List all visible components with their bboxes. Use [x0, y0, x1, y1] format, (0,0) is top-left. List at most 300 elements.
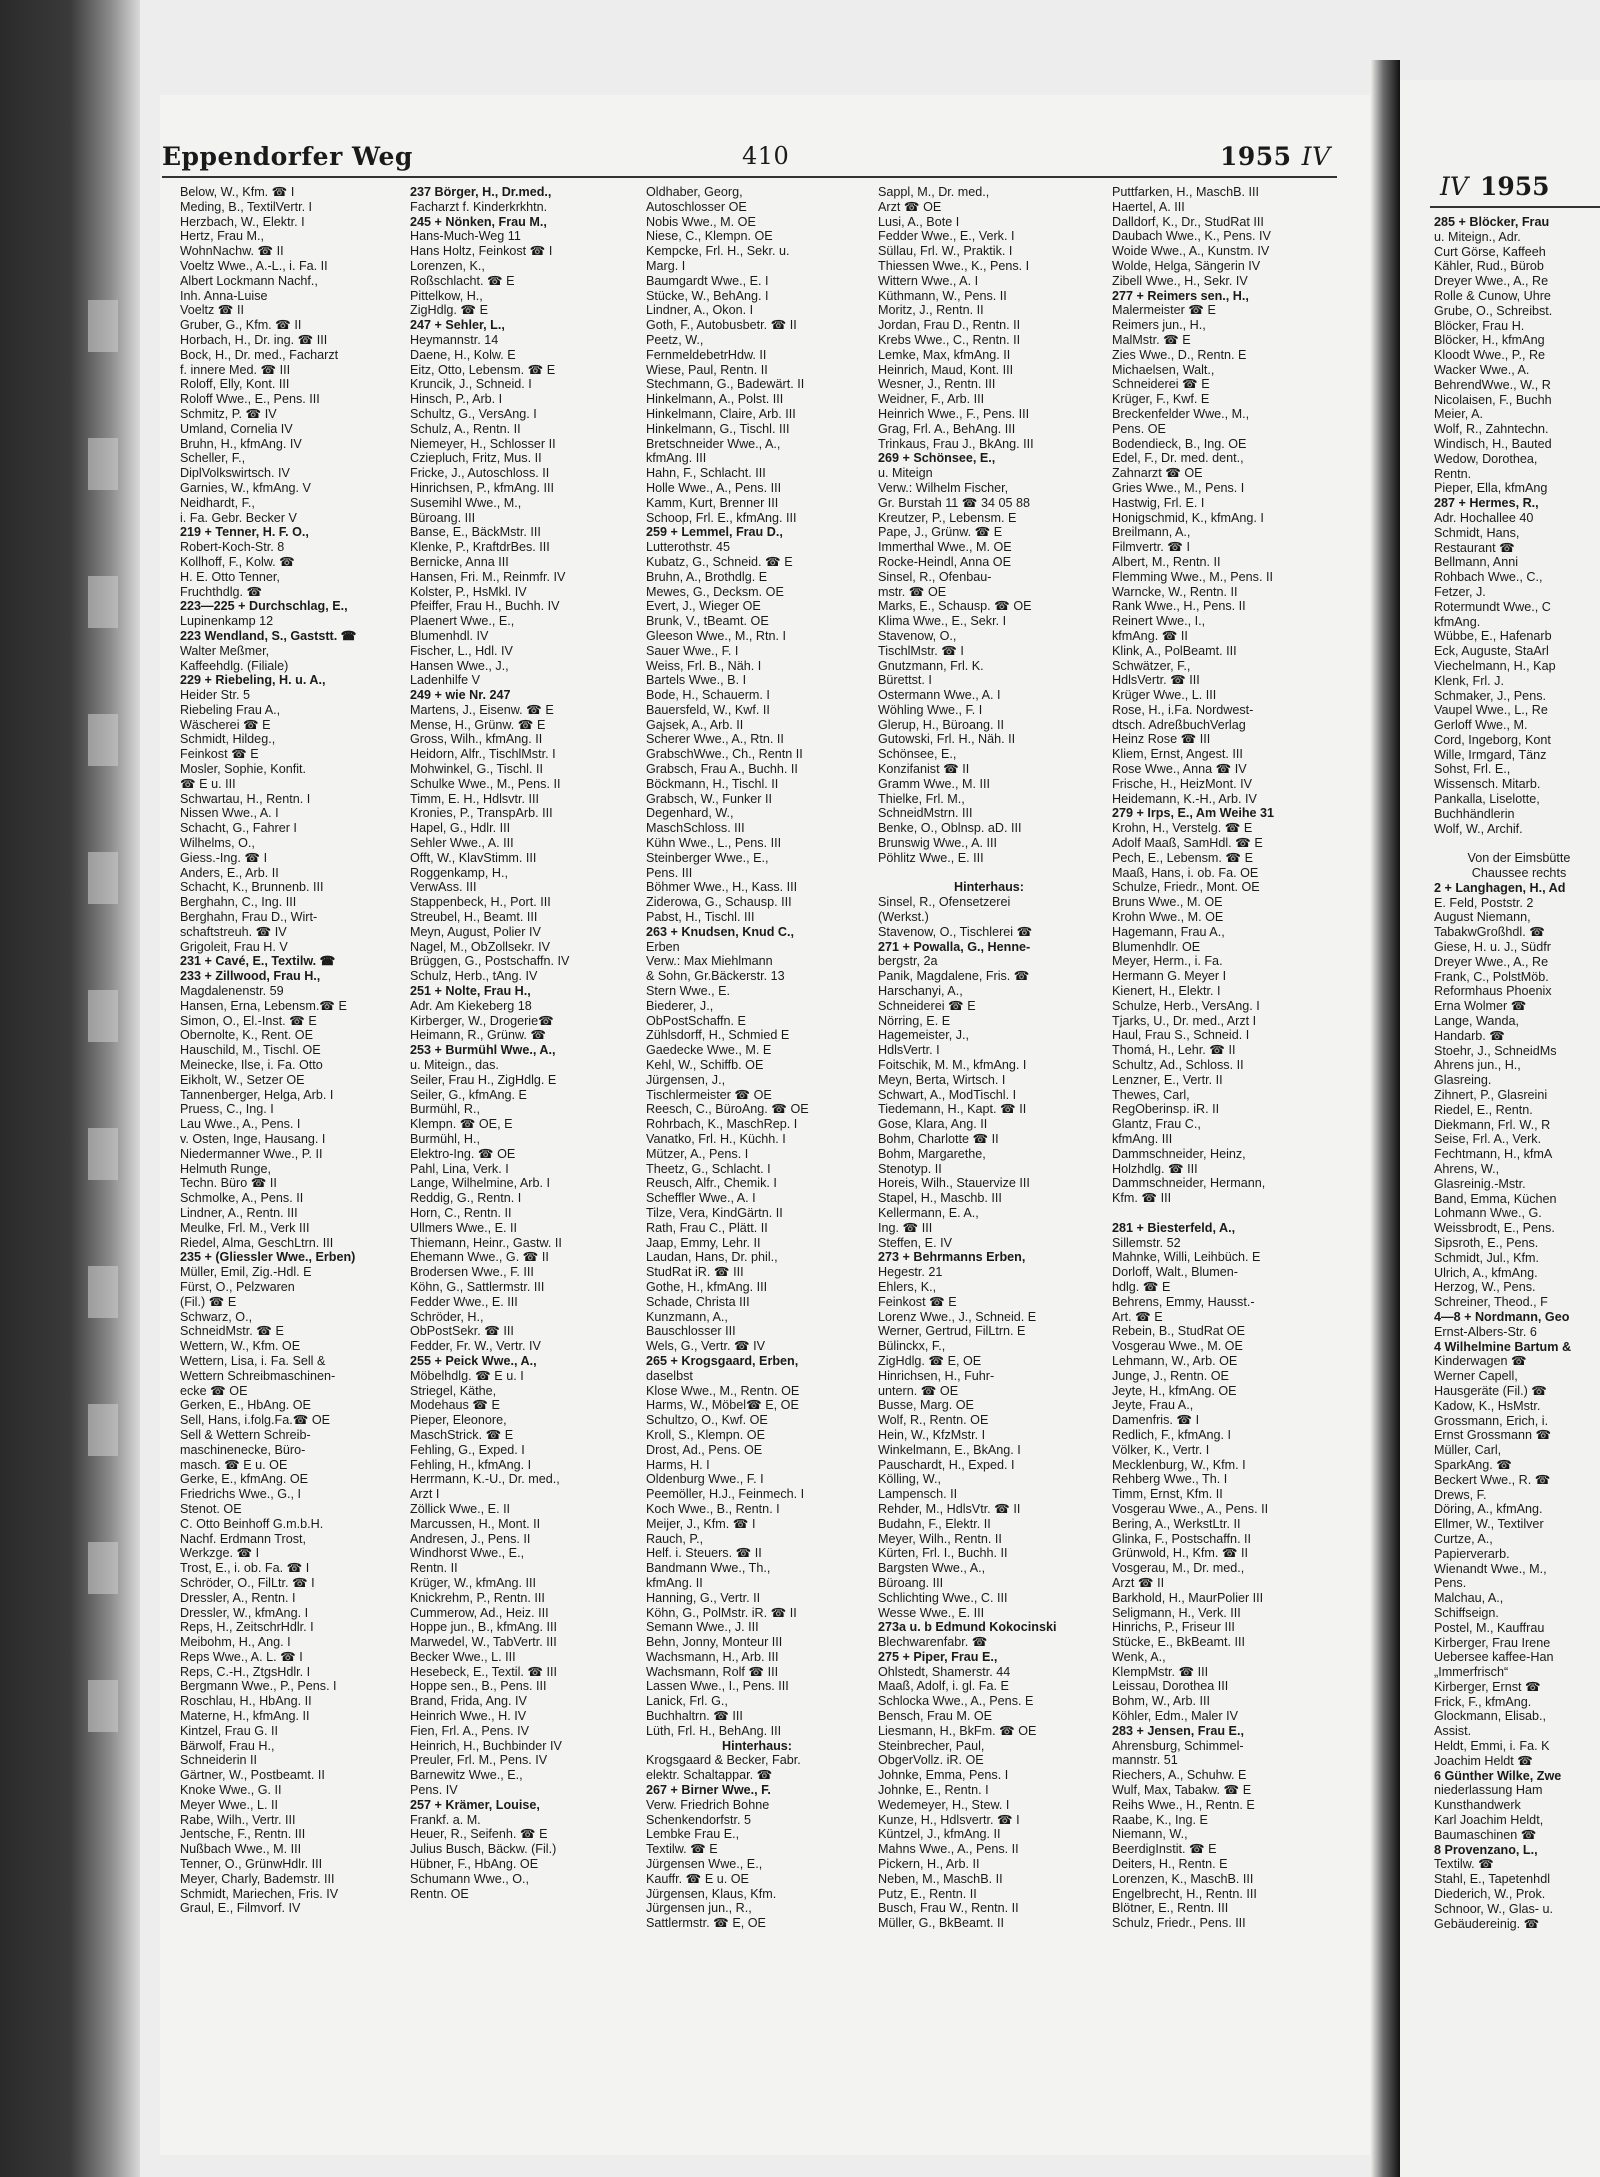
directory-entry-line: Pruess, C., Ing. I — [180, 1102, 274, 1117]
directory-entry-line: Jürgensen, J., — [646, 1072, 726, 1087]
directory-entry-line: Garnies, W., kfmAng. V — [180, 480, 311, 495]
right-page-heading — [1440, 172, 1550, 201]
directory-entry-line: Tischlermeister ☎ OE — [646, 1087, 772, 1102]
directory-entry-line: Walter Meßmer, — [180, 643, 270, 658]
directory-entry-line: Johnke, Emma, Pens. I — [878, 1768, 1009, 1783]
directory-entry-line: Fedder Wwe., E., Verk. I — [878, 229, 1015, 244]
directory-entry-line: Albert Lockmann Nachf., — [180, 273, 318, 288]
directory-entry-line: Ahrens, W., — [1434, 1162, 1500, 1176]
directory-entry-line: 265 + Krogsgaard, Erben, — [646, 1353, 799, 1368]
directory-entry-line: Cummerow, Ad., Heiz. III — [410, 1605, 549, 1620]
directory-entry-line: Buchhändlerin — [1434, 806, 1515, 821]
directory-entry-line: Rebein, B., StudRat OE — [1112, 1324, 1246, 1339]
directory-entry-line: Diederich, W., Prok. — [1434, 1887, 1546, 1902]
directory-entry-line: Maaß, Hans, i. ob. Fa. OE — [1112, 865, 1259, 880]
directory-entry-line: Busch, Frau W., Rentn. II — [878, 1901, 1019, 1916]
directory-entry-line: ZigHdlg. ☎ E — [410, 303, 488, 318]
directory-entry-line: 233 + Zillwood, Frau H., — [180, 969, 321, 984]
directory-entry-line: Heidorn, Alfr., TischlMstr. I — [410, 747, 556, 762]
directory-entry-line: Hastwig, Frl. E. I — [1112, 495, 1205, 510]
directory-entry-line: Deiters, H., Rentn. E — [1112, 1857, 1228, 1872]
directory-entry-line: Krüger Wwe., L. III — [1112, 688, 1217, 703]
directory-entry-line: Reimers jun., H., — [1112, 318, 1206, 333]
directory-entry-line: Breckenfelder Wwe., M., — [1112, 406, 1250, 421]
directory-entry-line: Immerthal Wwe., M. OE — [878, 540, 1012, 555]
directory-entry-line: Barnewitz Wwe., E., — [410, 1768, 523, 1783]
directory-entry-line: Lau Wwe., A., Pens. I — [180, 1117, 301, 1132]
directory-entry-line: Hinkelmann, Claire, Arb. III — [646, 406, 796, 421]
directory-entry-line: kfmAng. III — [1112, 1132, 1173, 1146]
directory-entry-line: Kürten, Frl. I., Buchh. II — [878, 1546, 1008, 1561]
directory-entry-line: Kienert, H., Elektr. I — [1112, 984, 1221, 999]
directory-entry-line: Ernst-Albers-Str. 6 — [1434, 1324, 1537, 1339]
directory-entry-line: Winkelmann, E., BkAng. I — [878, 1442, 1021, 1457]
directory-entry-line: Gothe, H., kfmAng. III — [646, 1279, 768, 1294]
directory-entry-line: ObPostSchaffn. E — [646, 1013, 746, 1028]
directory-entry-line: Schulze, Herb., VersAng. I — [1112, 998, 1260, 1013]
directory-entry-line: Ullmers Wwe., E. II — [410, 1220, 518, 1235]
directory-entry-line: 269 + Schönsee, E., — [878, 451, 996, 466]
directory-entry-line: Gutowski, Frl. H., Näh. II — [878, 732, 1016, 747]
directory-entry-line: Heidemann, K.-H., Arb. IV — [1112, 791, 1257, 806]
directory-entry-line: Gebäudereinig. ☎ — [1434, 1916, 1540, 1931]
directory-column-6 — [1434, 215, 1600, 1931]
directory-entry-line: Bergmann Wwe., P., Pens. I — [180, 1679, 337, 1694]
directory-entry-line: Bruhn, A., Brothdlg. E — [646, 569, 768, 584]
directory-entry-line: Stücke, E., BkBeamt. III — [1112, 1635, 1245, 1650]
directory-entry-line: Reusch, Alfr., Chemik. I — [646, 1176, 777, 1191]
directory-entry-line: Rohrbach, K., MaschRep. I — [646, 1117, 798, 1132]
directory-entry-line: Hegestr. 21 — [878, 1265, 943, 1280]
directory-entry-line: Dammschneider, Heinz, — [1112, 1146, 1246, 1161]
directory-entry-line: Vanatko, Frl. H., Küchh. I — [646, 1132, 786, 1146]
directory-entry-line: Stern Wwe., E. — [646, 984, 730, 999]
directory-entry-line: Harms, W., Möbel☎ E, OE — [646, 1398, 799, 1413]
directory-entry-line: Behrens, Emmy, Hausst.- — [1112, 1294, 1255, 1309]
directory-entry-line: Döring, A., kfmAng. — [1434, 1502, 1543, 1517]
directory-entry-line: Adolf Maaß, SamHdl. ☎ E — [1112, 836, 1263, 851]
directory-entry-line: Lüth, Frl. H., BehAng. III — [646, 1723, 782, 1738]
directory-entry-line: Zies Wwe., D., Rentn. E — [1112, 347, 1247, 362]
directory-entry-line: Thomá, H., Lehr. ☎ II — [1112, 1043, 1236, 1058]
directory-entry-line: Lorenz Wwe., J., Schneid. E — [878, 1309, 1037, 1324]
directory-entry-line: Küthmann, W., Pens. II — [878, 288, 1007, 303]
directory-entry-line: Nobis Wwe., M. OE — [646, 214, 756, 229]
directory-entry-line: Sipsroth, E., Pens. — [1434, 1235, 1539, 1250]
directory-entry-line: Textilw. ☎ E — [646, 1842, 718, 1857]
directory-entry-line: Kunzmann, A., — [646, 1309, 728, 1324]
directory-entry-line: Meijer, J., Kfm. ☎ I — [646, 1516, 756, 1531]
directory-entry-line: Bärwolf, Frau H., — [180, 1738, 275, 1753]
directory-entry-line: Haertel, A. III — [1112, 199, 1185, 214]
directory-entry-line: Wacker Wwe., A. — [1434, 362, 1530, 377]
directory-entry-line: Stavenow, O., — [878, 628, 957, 643]
directory-entry-line: Restaurant ☎ — [1434, 540, 1515, 555]
directory-entry-line: 273a u. b Edmund Kokocinski — [878, 1620, 1057, 1635]
directory-entry-line: Kronies, P., TranspArb. III — [410, 806, 553, 821]
directory-entry-line: Edel, F., Dr. med. dent., — [1112, 451, 1244, 466]
header-rule — [162, 176, 1337, 178]
directory-entry-line: KlempMstr. ☎ III — [1112, 1664, 1209, 1679]
directory-entry-line: Moritz, J., Rentn. II — [878, 303, 984, 318]
directory-entry-line: Meibohm, H., Ang. I — [180, 1635, 291, 1650]
directory-entry-line: Arzt I — [410, 1487, 440, 1502]
directory-entry-line: Brand, Frida, Ang. IV — [410, 1694, 527, 1709]
directory-entry-line: Autoschlosser OE — [646, 199, 747, 214]
directory-entry-line: kfmAng. III — [646, 451, 707, 466]
year-heading — [1220, 142, 1331, 171]
directory-entry-line: Schönsee, E., — [878, 747, 957, 762]
directory-entry-line: 285 + Blöcker, Frau — [1434, 215, 1550, 229]
directory-entry-line: „Immerfrisch“ — [1434, 1665, 1509, 1680]
directory-entry-line: Büroang. III — [878, 1575, 944, 1590]
directory-entry-line: Erben — [646, 939, 680, 954]
directory-entry-line: Seise, Frl. A., Verk. — [1434, 1132, 1542, 1147]
directory-entry-line: Warncke, W., Rentn. II — [1112, 584, 1238, 599]
directory-entry-line: Jürgensen, Klaus, Kfm. — [646, 1886, 777, 1901]
directory-entry-line: Vosgerau Wwe., M. OE — [1112, 1339, 1243, 1354]
year-value: 1955 — [1220, 142, 1292, 171]
directory-entry-line: Reps Wwe., A. L. ☎ I — [180, 1649, 303, 1664]
directory-entry-line: Pieper, Ella, kfmAng — [1434, 481, 1548, 496]
directory-entry-line: Brunswig Wwe., A. III — [878, 836, 997, 851]
directory-entry-line: Timm, E. H., Hdlsvtr. III — [410, 791, 539, 806]
directory-entry-line: GrabschWwe., Ch., Rentn II — [646, 747, 803, 762]
directory-entry-line: Müller, G., BkBeamt. II — [878, 1916, 1004, 1931]
directory-entry-line: Wachsmann, H., Arb. III — [646, 1649, 779, 1664]
directory-entry-line: Helf. i. Steuers. ☎ II — [646, 1546, 762, 1561]
directory-entry-line: Gose, Klara, Ang. II — [878, 1117, 988, 1132]
directory-entry-line: Pens. III — [646, 865, 693, 880]
directory-entry-line: Sappl, M., Dr. med., — [878, 185, 990, 199]
directory-entry-line: Fricke, J., Autoschloss. II — [410, 466, 550, 481]
directory-entry-line: Fehling, H., kfmAng. I — [410, 1457, 532, 1472]
directory-entry-line: Goth, F., Autobusbetr. ☎ II — [646, 318, 797, 333]
directory-entry-line: Stücke, W., BehAng. I — [646, 288, 769, 303]
directory-entry-line: 271 + Powalla, G., Henne- — [878, 939, 1031, 954]
directory-entry-line: Ing. ☎ III — [878, 1220, 933, 1235]
directory-entry-line: & Sohn, Gr.Bäckerstr. 13 — [646, 969, 785, 984]
directory-entry-line: Verw. Friedrich Bohne — [646, 1797, 770, 1812]
directory-entry-line: 4 Wilhelmine Bartum & — [1434, 1339, 1572, 1354]
directory-entry-line: Schoop, Frl. E., kfmAng. III — [646, 510, 797, 525]
directory-entry-line: Marcussen, H., Mont. II — [410, 1516, 541, 1531]
directory-entry-line: Pauschardt, H., Exped. I — [878, 1457, 1015, 1472]
directory-entry-line: hdlg. ☎ E — [1112, 1279, 1171, 1294]
directory-entry-line: Scheffler Wwe., A. I — [646, 1191, 756, 1206]
directory-entry-line: Kirberger, Frau Irene — [1434, 1635, 1551, 1650]
directory-entry-line: Simon, O., El.-Inst. ☎ E — [180, 1013, 317, 1028]
directory-entry-line: Umland, Cornelia IV — [180, 421, 293, 436]
directory-entry-line: i. Fa. Gebr. Becker V — [180, 510, 297, 525]
directory-entry-line: Handarb. ☎ — [1434, 1028, 1505, 1043]
directory-entry-line: Ehlers, K., — [878, 1279, 937, 1294]
directory-entry-line: Niemeyer, H., Schlosser II — [410, 436, 556, 451]
directory-entry-line: Von der Eimsbütte — [1467, 851, 1571, 866]
directory-entry-line: Heimann, R., Grünw. ☎ — [410, 1028, 547, 1043]
page-gutter — [1370, 60, 1400, 2177]
directory-entry-line: H. E. Otto Tenner, — [180, 569, 280, 584]
directory-entry-line: Köhn, G., PolMstr. iR. ☎ II — [646, 1605, 797, 1620]
directory-entry-line: Schmitz, P. ☎ IV — [180, 406, 277, 421]
directory-entry-line: Sinsel, R., Ofensetzerei — [878, 895, 1011, 910]
directory-entry-line: Schulz, A., Rentn. II — [410, 421, 521, 436]
directory-entry-line: Breilmann, A., — [1112, 525, 1191, 540]
directory-entry-line: u. Miteign., Adr. — [1434, 229, 1521, 244]
directory-entry-line: Eitz, Otto, Lebensm. ☎ E — [410, 362, 556, 377]
directory-entry-line: Thewes, Carl, — [1112, 1087, 1190, 1102]
directory-entry-line: Dressler, A., Rentn. I — [180, 1590, 296, 1605]
directory-entry-line: bergstr, 2a — [878, 954, 938, 969]
directory-entry-line: Bruhn, H., kfmAng. IV — [180, 436, 302, 451]
directory-entry-line: Cord, Ingeborg, Kont — [1434, 732, 1551, 747]
directory-entry-line: Niese, C., Klempn. OE — [646, 229, 773, 244]
directory-entry-line: Kirberger, Ernst ☎ — [1434, 1679, 1541, 1694]
directory-entry-line: Joachim Heldt ☎ — [1434, 1753, 1533, 1768]
directory-entry-line: Lampensch. II — [878, 1487, 958, 1502]
directory-entry-line: Schenkendorfstr. 5 — [646, 1812, 752, 1827]
directory-entry-line: Tiedemann, H., Kapt. ☎ II — [878, 1102, 1027, 1117]
directory-entry-line: Mecklenburg, W., Kfm. I — [1112, 1457, 1246, 1472]
directory-entry-line: Bode, H., Schauerm. I — [646, 688, 770, 703]
directory-entry-line: Lorenzen, K., MaschB. III — [1112, 1871, 1254, 1886]
directory-entry-line: Leissau, Dorothea III — [1112, 1679, 1229, 1694]
directory-entry-line: Karl Joachim Heldt, — [1434, 1813, 1544, 1828]
directory-entry-line: Bohm, Charlotte ☎ II — [878, 1132, 999, 1146]
directory-entry-line: Maaß, Adolf, i. gl. Fa. E — [878, 1679, 1009, 1694]
directory-entry-line: Schnoor, W., Glas- u. — [1434, 1901, 1553, 1916]
directory-entry-line: Frick, F., kfmAng. — [1434, 1694, 1532, 1709]
directory-entry-line: Möbelhdlg. ☎ E u. I — [410, 1368, 524, 1383]
directory-entry-line: 237 Börger, H., Dr.med., — [410, 185, 552, 199]
directory-entry-line: Glerup, H., Büroang. II — [878, 717, 1004, 732]
directory-entry-line: Buchhaltrn. ☎ III — [646, 1709, 743, 1724]
directory-entry-line: Schmaker, J., Pens. — [1434, 688, 1546, 703]
directory-entry-line: Peetz, W., — [646, 332, 704, 347]
directory-entry-line: 259 + Lemmel, Frau D., — [646, 525, 783, 540]
directory-entry-line: Krohn Wwe., M. OE — [1112, 910, 1224, 925]
directory-entry-line: Eikholt, W., Setzer OE — [180, 1072, 305, 1087]
directory-entry-line: Mosler, Sophie, Konfit. — [180, 762, 307, 777]
directory-entry-line: Ladenhilfe V — [410, 673, 481, 688]
directory-entry-line: Krogsgaard & Becker, Fabr. — [646, 1753, 801, 1768]
directory-entry-line: Bandmann Wwe., Th., — [646, 1561, 771, 1576]
directory-entry-line: Viechelmann, H., Kap — [1434, 658, 1556, 673]
directory-entry-line: Postel, M., Kauffrau — [1434, 1620, 1545, 1635]
directory-entry-line: Curtze, A., — [1434, 1531, 1493, 1546]
directory-entry-line: Hertz, Frau M., — [180, 229, 264, 244]
directory-entry-line: Hans-Much-Weg 11 — [410, 229, 521, 244]
directory-entry-line: daselbst — [646, 1368, 693, 1383]
directory-entry-line: Pens. — [1434, 1576, 1467, 1591]
directory-entry-line: Bürettst. I — [878, 673, 932, 688]
directory-entry-line: Heuer, R., Seifenh. ☎ E — [410, 1827, 548, 1842]
directory-entry-line: Mahns Wwe., A., Pens. II — [878, 1842, 1019, 1857]
directory-entry-line: Stoehr, J., SchneidMs — [1434, 1043, 1557, 1058]
directory-entry-line — [1434, 836, 1600, 851]
directory-entry-line: Trinkaus, Frau J., BkAng. III — [878, 436, 1034, 451]
directory-entry-line: Rose, H., i.Fa. Nordwest- — [1112, 702, 1254, 717]
directory-entry-line: 235 + (Gliessler Wwe., Erben) — [180, 1250, 356, 1265]
directory-entry-line: Woide Wwe., A., Kunstm. IV — [1112, 244, 1270, 259]
directory-entry-line: Lehmann, W., Arb. OE — [1112, 1353, 1238, 1368]
directory-entry-line: Inh. Anna-Luise — [180, 288, 268, 303]
directory-entry-line: MaschSchloss. III — [646, 821, 745, 836]
directory-entry-line: Michaelsen, Walt., — [1112, 362, 1215, 377]
directory-entry-line: Tenner, O., GrünwHdlr. III — [180, 1857, 323, 1872]
directory-entry-line: Reps, H., ZeitschrHdlr. I — [180, 1620, 314, 1635]
directory-entry-line: Raabe, K., Ing. E — [1112, 1812, 1208, 1827]
directory-entry-line: Schröder, O., FilLtr. ☎ I — [180, 1575, 315, 1590]
directory-entry-line: MalMstr. ☎ E — [1112, 332, 1191, 347]
directory-entry-line: Wedemeyer, H., Stew. I — [878, 1797, 1010, 1812]
directory-entry-line: Schwarz, O., — [180, 1309, 253, 1324]
directory-entry-line: Hauschild, M., Tischl. OE — [180, 1043, 321, 1058]
directory-entry-line: Fischer, L., Hdl. IV — [410, 643, 513, 658]
directory-entry-line: Damenfris. ☎ I — [1112, 1413, 1200, 1428]
directory-entry-line: Grabsch, W., Funker II — [646, 791, 772, 806]
directory-entry-line: Dreyer Wwe., A., Re — [1434, 954, 1549, 969]
directory-entry-line: Wettern Schreibmaschinen- — [180, 1368, 336, 1383]
directory-entry-line: Hinkelmann, G., Tischl. III — [646, 421, 790, 436]
directory-entry-line: Sillemstr. 52 — [1112, 1235, 1181, 1250]
directory-entry-line: Panik, Magdalene, Fris. ☎ — [878, 969, 1030, 984]
directory-entry-line: Pankalla, Liselotte, — [1434, 792, 1540, 807]
directory-entry-line: Kunze, H., Hdlsvertr. ☎ I — [878, 1812, 1020, 1827]
directory-entry-line: Bartels Wwe., B. I — [646, 673, 747, 688]
directory-entry-line: 277 + Reimers sen., H., — [1112, 288, 1249, 303]
directory-entry-line: ObPostSekr. ☎ III — [410, 1324, 514, 1339]
directory-entry-line: Burmühl, H., — [410, 1132, 480, 1146]
directory-entry-line: Wöhling Wwe., F. I — [878, 702, 983, 717]
directory-entry-line: TischlMstr. ☎ I — [878, 643, 964, 658]
directory-entry-line: Offt, W., KlavStimm. III — [410, 850, 537, 865]
directory-entry-line: Tjarks, U., Dr. med., Arzt I — [1112, 1013, 1257, 1028]
directory-entry-line: Graul, E., Filmvorf. IV — [180, 1901, 301, 1916]
directory-entry-line: Ehemann Wwe., G. ☎ II — [410, 1250, 549, 1265]
directory-entry-line: Heinrich, Maud, Kont. III — [878, 362, 1014, 377]
directory-entry-line: f. innere Med. ☎ III — [180, 362, 291, 377]
directory-entry-line: 275 + Piper, Frau E., — [878, 1649, 998, 1664]
directory-entry-line: Bensch, Frau M. OE — [878, 1709, 993, 1724]
directory-entry-line: Harschanyi, A., — [878, 984, 963, 999]
directory-entry-line: Roggenkamp, H., — [410, 865, 509, 880]
directory-entry-line: Klima Wwe., E., Sekr. I — [878, 614, 1007, 629]
directory-entry-line: Krohn, H., Verstelg. ☎ E — [1112, 821, 1253, 836]
directory-entry-line: Weiss, Frl. B., Näh. I — [646, 658, 762, 673]
directory-entry-line: Klenke, P., KraftdrBes. III — [410, 540, 550, 555]
directory-entry-line: Foitschik, M. M., kfmAng. I — [878, 1058, 1027, 1073]
directory-entry-line: Mützer, A., Pens. I — [646, 1146, 749, 1161]
directory-entry-line: Bruns Wwe., M. OE — [1112, 895, 1223, 910]
directory-entry-line: Benke, O., Oblnsp. aD. III — [878, 821, 1022, 836]
directory-entry-line: Dalldorf, K., Dr., StudRat III — [1112, 214, 1264, 229]
directory-entry-line: Oldhaber, Georg, — [646, 185, 743, 199]
directory-entry-line: Hansen, Erna, Lebensm.☎ E — [180, 998, 347, 1013]
directory-entry-line: Reformhaus Phoenix — [1434, 984, 1552, 999]
directory-entry-line: Meinecke, Ilse, i. Fa. Otto — [180, 1058, 323, 1073]
directory-entry-line: Junge, J., Rentn. OE — [1112, 1368, 1229, 1383]
directory-entry-line: Weidner, F., Arb. III — [878, 392, 985, 407]
directory-entry-line: 255 + Peick Wwe., A., — [410, 1353, 537, 1368]
directory-entry-line: Gerke, E., kfmAng. OE — [180, 1472, 309, 1487]
directory-entry-line: 287 + Hermes, R., — [1434, 496, 1539, 511]
directory-entry-line: Heider Str. 5 — [180, 688, 250, 703]
directory-entry-line: Verw.: Max Miehlmann — [646, 954, 773, 969]
directory-entry-line: Nachf. Erdmann Trost, — [180, 1531, 306, 1546]
directory-entry-line: Grünwold, H., Kfm. ☎ II — [1112, 1546, 1249, 1561]
directory-entry-line — [1112, 1206, 1334, 1221]
directory-entry-line: Dreyer Wwe., A., Re — [1434, 274, 1549, 289]
directory-entry-line: Herrmann, K.-U., Dr. med., — [410, 1472, 560, 1487]
directory-entry-line: Kadow, K., HsMstr. — [1434, 1398, 1541, 1413]
directory-entry-line: Roschlau, H., HbAng. II — [180, 1694, 312, 1709]
directory-entry-line: Grag, Frl. A., BehAng. III — [878, 421, 1016, 436]
directory-entry-line: 223—225 + Durchschlag, E., — [180, 599, 348, 614]
directory-entry-line: dtsch. AdreßbuchVerlag — [1112, 717, 1246, 732]
book-spine-shadow — [0, 0, 140, 2177]
directory-entry-line: Plaenert Wwe., E., — [410, 614, 515, 629]
directory-entry-line: Rehberg Wwe., Th. I — [1112, 1472, 1228, 1487]
directory-entry-line: Peemöller, H.J., Feinmech. I — [646, 1487, 805, 1502]
directory-entry-line: E. Feld, Poststr. 2 — [1434, 895, 1534, 910]
directory-entry-line: Dorloff, Walt., Blumen- — [1112, 1265, 1238, 1280]
directory-entry-line: Seiler, G., kfmAng. E — [410, 1087, 527, 1102]
directory-entry-line: Windhorst Wwe., E., — [410, 1546, 525, 1561]
directory-entry-line: Rabe, Wilh., Vertr. III — [180, 1812, 296, 1827]
directory-entry-line: Schmolke, A., Pens. II — [180, 1191, 304, 1206]
directory-entry-line: Schultz, G., VersAng. I — [410, 406, 537, 421]
directory-entry-line: Kreutzer, P., Lebensm. E — [878, 510, 1017, 525]
directory-entry-line: Vaupel Wwe., L., Re — [1434, 703, 1548, 718]
directory-entry-line: Nicolaisen, F., Buchh — [1434, 392, 1552, 407]
directory-entry-line: masch. ☎ E u. OE — [180, 1457, 288, 1472]
directory-entry-line: Schulke Wwe., M., Pens. II — [410, 776, 561, 791]
directory-entry-line: Herzbach, W., Elektr. I — [180, 214, 305, 229]
directory-entry-line: Barkhold, H., MaurPolier III — [1112, 1590, 1264, 1605]
directory-entry-line: niederlassung Ham — [1434, 1783, 1543, 1798]
directory-entry-line: Holle Wwe., A., Pens. III — [646, 480, 782, 495]
directory-entry-line: Fruchthdlg. ☎ — [180, 584, 263, 599]
directory-entry-line: Klink, A., PolBeamt. III — [1112, 643, 1237, 658]
directory-entry-line: RegOberinsp. iR. II — [1112, 1102, 1220, 1117]
directory-entry-line: u. Miteign — [878, 466, 933, 481]
directory-entry-line: Budahn, F., Elektr. II — [878, 1516, 991, 1531]
directory-entry-line: Heinrich Wwe., H. IV — [410, 1709, 527, 1724]
directory-entry-line: SparkAng. ☎ — [1434, 1457, 1512, 1472]
directory-entry-line: Hoppe sen., B., Pens. III — [410, 1679, 547, 1694]
directory-entry-line: 8 Provenzano, L., — [1434, 1842, 1538, 1857]
directory-entry-line: Glinka, F., Postschaffn. II — [1112, 1531, 1252, 1546]
directory-entry-line: 4—8 + Nordmann, Geo — [1434, 1309, 1570, 1324]
directory-entry-line: Lange, Wanda, — [1434, 1014, 1519, 1029]
directory-entry-line: Horbach, H., Dr. ing. ☎ III — [180, 332, 328, 347]
directory-entry-line: Pape, J., Grünw. ☎ E — [878, 525, 1003, 540]
directory-entry-line: BeerdigInstit. ☎ E — [1112, 1842, 1217, 1857]
directory-entry-line: Martens, J., Eisenw. ☎ E — [410, 702, 554, 717]
directory-entry-line: Glasreinig.-Mstr. — [1434, 1176, 1526, 1191]
directory-entry-line: Vosgerau, M., Dr. med., — [1112, 1561, 1245, 1576]
directory-entry-line: Biederer, J., — [646, 998, 714, 1013]
directory-entry-line: Blöcker, H., kfmAng — [1434, 333, 1545, 348]
directory-entry-line: Krüger, W., kfmAng. III — [410, 1575, 536, 1590]
directory-entry-line: Blechwarenfabr. ☎ — [878, 1635, 988, 1650]
directory-entry-line: Adr. Am Kiekeberg 18 — [410, 998, 532, 1013]
directory-entry-line: Ahrensburg, Schimmel- — [1112, 1738, 1244, 1753]
directory-entry-line: Kfm. ☎ III — [1112, 1191, 1172, 1206]
directory-entry-line: Wissensch. Mitarb. — [1434, 777, 1541, 792]
directory-entry-line: Helmuth Runge, — [180, 1161, 272, 1176]
